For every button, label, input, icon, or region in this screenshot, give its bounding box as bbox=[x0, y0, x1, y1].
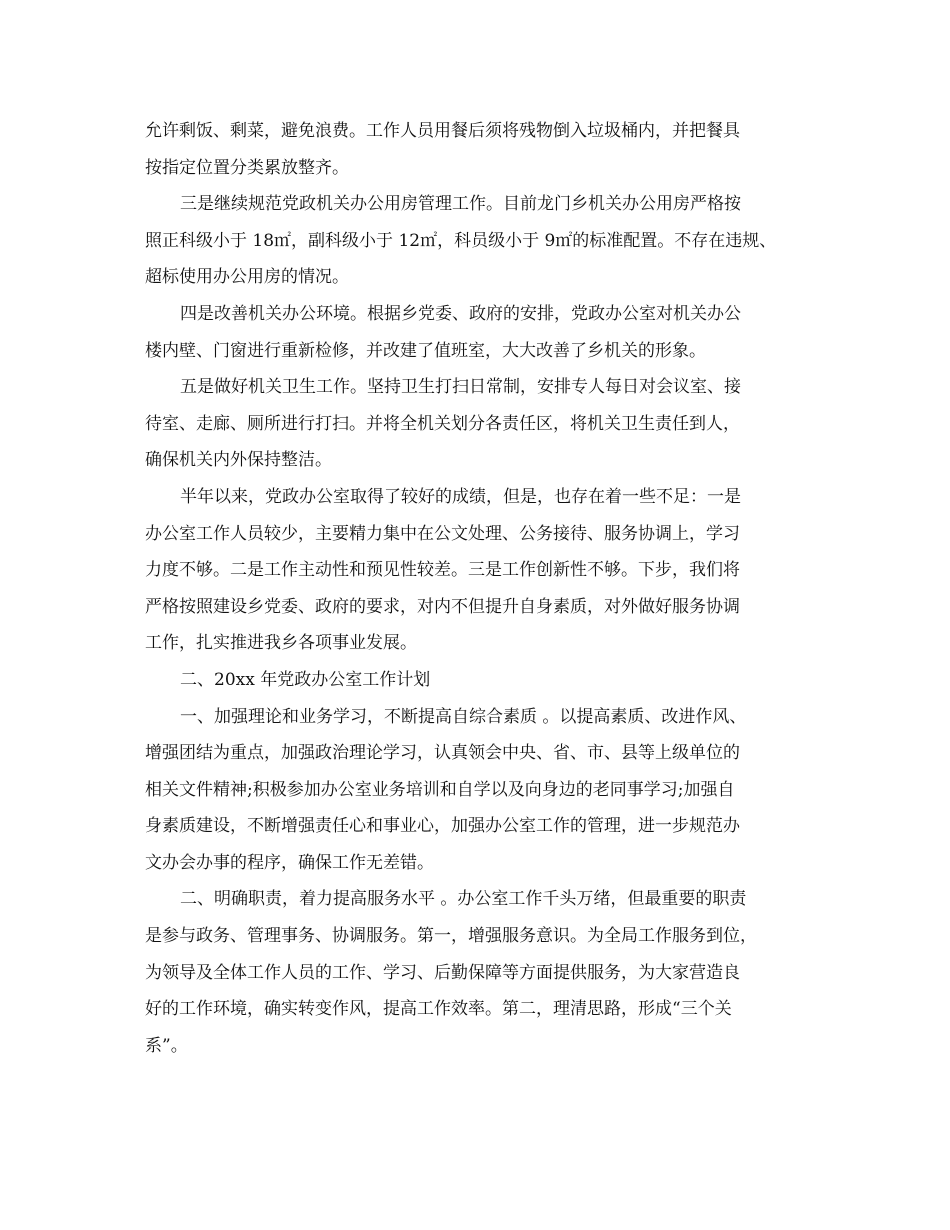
text-line: 半年以来，党政办公室取得了较好的成绩，但是，也存在着一些不足：一是 bbox=[180, 486, 741, 507]
text-line: 好的工作环境，确实转变作风，提高工作效率。第二，理清思路，形成“三个关 bbox=[145, 999, 732, 1020]
text-line: 文办会办事的程序，确保工作无差错。 bbox=[145, 852, 434, 873]
text-line: 严格按照建设乡党委、政府的要求，对内不但提升自身素质，对外做好服务协调 bbox=[145, 596, 740, 617]
text-line: 二、20xx 年党政办公室工作计划 bbox=[180, 669, 431, 690]
document-body bbox=[145, 113, 805, 1064]
text-line: 确保机关内外保持整洁。 bbox=[145, 450, 332, 471]
text-line: 系”。 bbox=[145, 1035, 188, 1056]
text-line: 身素质建设，不断增强责任心和事业心，加强办公室工作的管理，进一步规范办 bbox=[145, 816, 740, 837]
text-line: 是参与政务、管理事务、协调服务。第一，增强服务意识。为全局工作服务到位， bbox=[145, 926, 757, 947]
text-line: 办公室工作人员较少，主要精力集中在公文处理、公务接待、服务协调上，学习 bbox=[145, 523, 740, 544]
text-line: 超标使用办公用房的情况。 bbox=[145, 267, 349, 288]
text-line: 一、加强理论和业务学习，不断提高自综合素质 。以提高素质、改进作风、 bbox=[180, 706, 747, 727]
text-line: 按指定位置分类累放整齐。 bbox=[145, 157, 349, 178]
text-line: 工作，扎实推进我乡各项事业发展。 bbox=[145, 633, 417, 654]
text-line: 四是改善机关办公环境。根据乡党委、政府的安排，党政办公室对机关办公 bbox=[180, 303, 741, 324]
text-line: 为领导及全体工作人员的工作、学习、后勤保障等方面提供服务，为大家营造良 bbox=[145, 962, 740, 983]
text-line: 待室、走廊、厕所进行打扫。并将全机关划分各责任区，将机关卫生责任到人， bbox=[145, 413, 740, 434]
text-line: 照正科级小于 18㎡，副科级小于 12㎡，科员级小于 9㎡的标准配置。不存在违规、 bbox=[145, 230, 777, 251]
text-line: 相关文件精神;积极参加办公室业务培训和自学以及向身边的老同事学习;加强自 bbox=[145, 779, 735, 800]
text-line: 三是继续规范党政机关办公用房管理工作。目前龙门乡机关办公用房严格按 bbox=[180, 194, 741, 215]
text-line: 五是做好机关卫生工作。坚持卫生打扫日常制，安排专人每日对会议室、接 bbox=[180, 377, 741, 398]
text-line: 增强团结为重点，加强政治理论学习，认真领会中央、省、市、县等上级单位的 bbox=[145, 743, 740, 764]
text-line: 楼内壁、门窗进行重新检修，并改建了值班室，大大改善了乡机关的形象。 bbox=[145, 340, 706, 361]
text-line: 二、明确职责，着力提高服务水平 。办公室工作千头万绪，但最重要的职责 bbox=[180, 889, 747, 910]
text-line: 允许剩饭、剩菜，避免浪费。工作人员用餐后须将残物倒入垃圾桶内，并把餐具 bbox=[145, 121, 740, 141]
text-line: 力度不够。二是工作主动性和预见性较差。三是工作创新性不够。下步，我们将 bbox=[145, 560, 740, 581]
